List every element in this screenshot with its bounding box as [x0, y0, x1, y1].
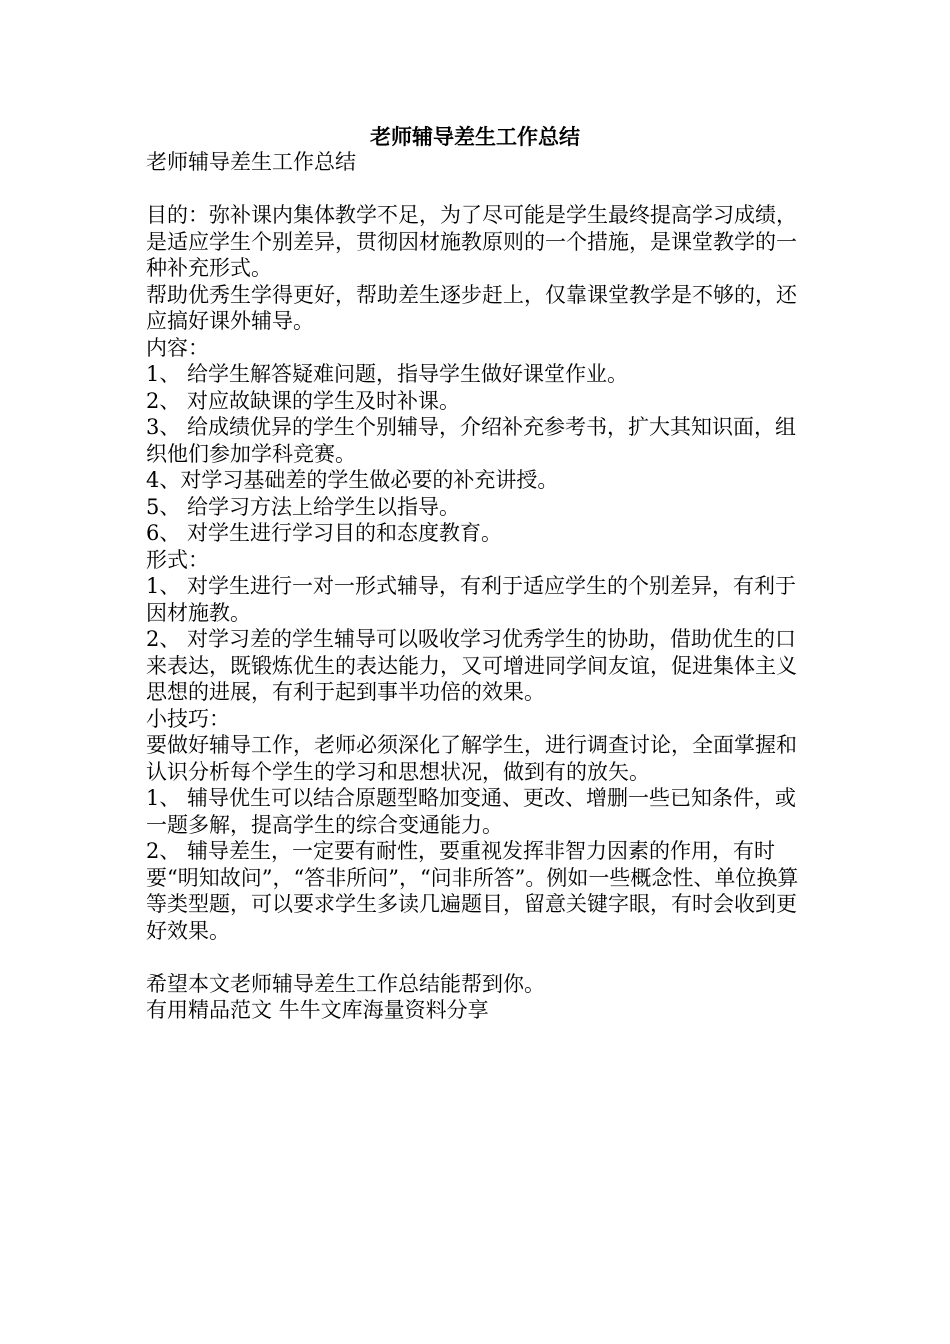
content-item-4: 4、对学习基础差的学生做必要的补充讲授。	[146, 468, 559, 492]
content-item-6: 6、 对学生进行学习目的和态度教育。	[146, 521, 503, 545]
footer-line: 有用精品范文 牛牛文库海量资料分享	[146, 998, 489, 1022]
blank-line	[146, 944, 810, 971]
form-item-1: 1、 对学生进行一对一形式辅导，有利于适应学生的个别差异，有利于因材施教。	[146, 574, 797, 625]
document-body	[146, 149, 810, 1024]
closing-line: 希望本文老师辅导差生工作总结能帮到你。	[146, 971, 545, 996]
content-item-2: 2、 对应故缺课的学生及时补课。	[146, 388, 461, 413]
purpose-paragraph: 目的：弥补课内集体教学不足，为了尽可能是学生最终提高学习成绩，是适应学生个别差异，贯彻因材施教原则的一个措施，是课堂教学的一种补充形式。	[146, 203, 797, 280]
content-item-1: 1、 给学生解答疑难问题，指导学生做好课堂作业。	[146, 362, 629, 386]
document-title: 老师辅导差生工作总结	[370, 124, 580, 149]
form-heading: 形式：	[146, 547, 209, 572]
tips-heading: 小技巧：	[146, 706, 230, 731]
content-item-3: 3、 给成绩优异的学生个别辅导，介绍补充参考书，扩大其知识面，组织他们参加学科竞赛。	[146, 415, 797, 466]
document-subtitle: 老师辅导差生工作总结	[146, 150, 356, 174]
tips-intro: 要做好辅导工作，老师必须深化了解学生，进行调查讨论，全面掌握和认识分析每个学生的学习和思想状况，做到有的放矢。	[146, 733, 797, 784]
blank-line	[146, 176, 810, 203]
purpose-paragraph-2: 帮助优秀生学得更好，帮助差生逐步赶上，仅靠课堂教学是不够的，还应搞好课外辅导。	[146, 282, 797, 333]
tips-item-2: 2、 辅导差生，一定要有耐性，要重视发挥非智力因素的作用，有时要“明知故问”，“答非所问”，“问非所答”。例如一些概念性、单位换算等类型题，可以要求学生多读几遍题目，留意关键字眼，有时会收到更好效果。	[146, 839, 799, 943]
form-item-2: 2、 对学习差的学生辅导可以吸收学习优秀学生的协助，借助优生的口来表达，既锻炼优生的表达能力，又可增进同学间友谊，促进集体主义思想的进展，有利于起到事半功倍的效果。	[146, 627, 797, 704]
content-item-5: 5、 给学习方法上给学生以指导。	[146, 494, 461, 519]
content-heading: 内容：	[146, 335, 209, 360]
tips-item-1: 1、 辅导优生可以结合原题型略加变通、更改、增删一些已知条件，或一题多解，提高学生的综合变通能力。	[146, 786, 797, 837]
